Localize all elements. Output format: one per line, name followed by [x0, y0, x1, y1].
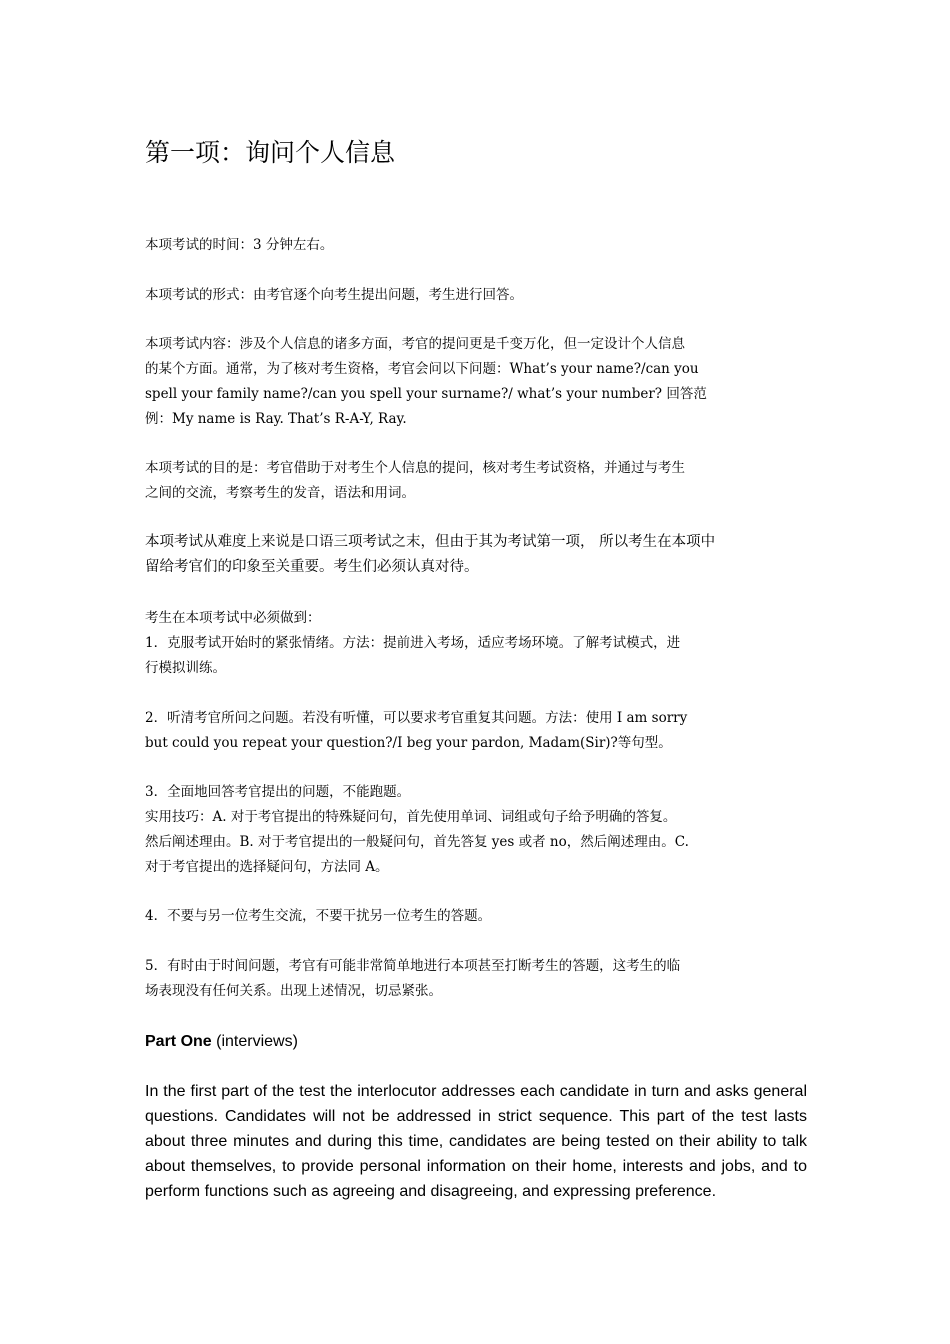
text-line: 之间的交流，考察考生的发音，语法和用词。 — [145, 485, 415, 501]
text-line: 1．克服考试开始时的紧张情绪。方法：提前进入考场，适应考场环境。了解考试模式，进 — [145, 635, 681, 651]
page-title: 第一项：询问个人信息 — [145, 138, 396, 167]
text-line: 5．有时由于时间问题，考官有可能非常简单地进行本项甚至打断考生的答题，这考生的临 — [145, 958, 681, 974]
paragraph-item-2 — [145, 706, 807, 756]
text-line: 考生在本项考试中必须做到： — [145, 610, 321, 626]
paragraph-exam-time: 本项考试的时间：3 分钟左右。 — [145, 237, 334, 253]
text-line: spell your family name?/can you spell your surname?/ what’s your number? 回答范 — [145, 386, 707, 402]
text-line: 实用技巧：A. 对于考官提出的特殊疑问句，首先使用单词、词组或句子给予明确的答复。 — [145, 809, 677, 825]
paragraph-exam-content — [145, 332, 807, 432]
text-line: 本项考试从难度上来说是口语三项考试之末，但由于其为考试第一项， 所以考生在本项中 — [145, 534, 716, 550]
part-one-subtitle: (interviews) — [211, 1033, 298, 1050]
text-line: 本项考试的目的是：考官借助于对考生个人信息的提问，核对考生考试资格，并通过与考生 — [145, 460, 685, 476]
paragraph-exam-difficulty — [145, 530, 845, 580]
paragraph-must-do — [145, 606, 807, 681]
text-line: 例：My name is Ray. That’s R-A-Y, Ray. — [145, 411, 407, 427]
document-page — [145, 0, 810, 1344]
text-line: 然后阐述理由。B. 对于考官提出的一般疑问句，首先答复 yes 或者 no，然后阐述理由。C. — [145, 834, 689, 850]
part-one-heading: Part One — [145, 1033, 212, 1050]
paragraph-item-4: 4．不要与另一位考生交流，不要干扰另一位考生的答题。 — [145, 908, 492, 924]
paragraph-item-5 — [145, 954, 807, 1004]
section-heading-part-one — [145, 1029, 807, 1054]
text-line: 行模拟训练。 — [145, 660, 226, 676]
text-line: but could you repeat your question?/I beg your pardon, Madam(Sir)?等句型。 — [145, 735, 672, 751]
text-line: 的某个方面。通常，为了核对考生资格，考官会问以下问题：What’s your name?/can you — [145, 361, 699, 377]
text-line: 对于考官提出的选择疑问句，方法同 A。 — [145, 859, 389, 875]
paragraph-exam-purpose — [145, 456, 807, 506]
text-line: 3．全面地回答考官提出的问题，不能跑题。 — [145, 784, 411, 800]
paragraph-item-3 — [145, 780, 807, 880]
text-line: 2．听清考官所问之问题。若没有听懂，可以要求考官重复其问题。方法：使用 I am sorry — [145, 710, 688, 726]
text-line: 场表现没有任何关系。出现上述情况，切忌紧张。 — [145, 983, 442, 999]
paragraph-exam-form: 本项考试的形式：由考官逐个向考生提出问题，考生进行回答。 — [145, 287, 523, 303]
paragraph-english-description: In the first part of the test the interlocutor addresses each candidate in turn and asks general questions. Candidates will not be addressed in strict sequence. This part of the test lasts about three minutes and during this time, candidates are being tested on their ability to talk about themselves, to provide personal information on their home, interests and jobs, and to perform functions such as agreeing and disagreeing, and expressing preference. — [145, 1083, 807, 1200]
text-line: 留给考官们的印象至关重要。考生们必须认真对待。 — [145, 559, 479, 575]
text-line: 本项考试内容：涉及个人信息的诸多方面，考官的提问更是千变万化，但一定设计个人信息 — [145, 336, 685, 352]
